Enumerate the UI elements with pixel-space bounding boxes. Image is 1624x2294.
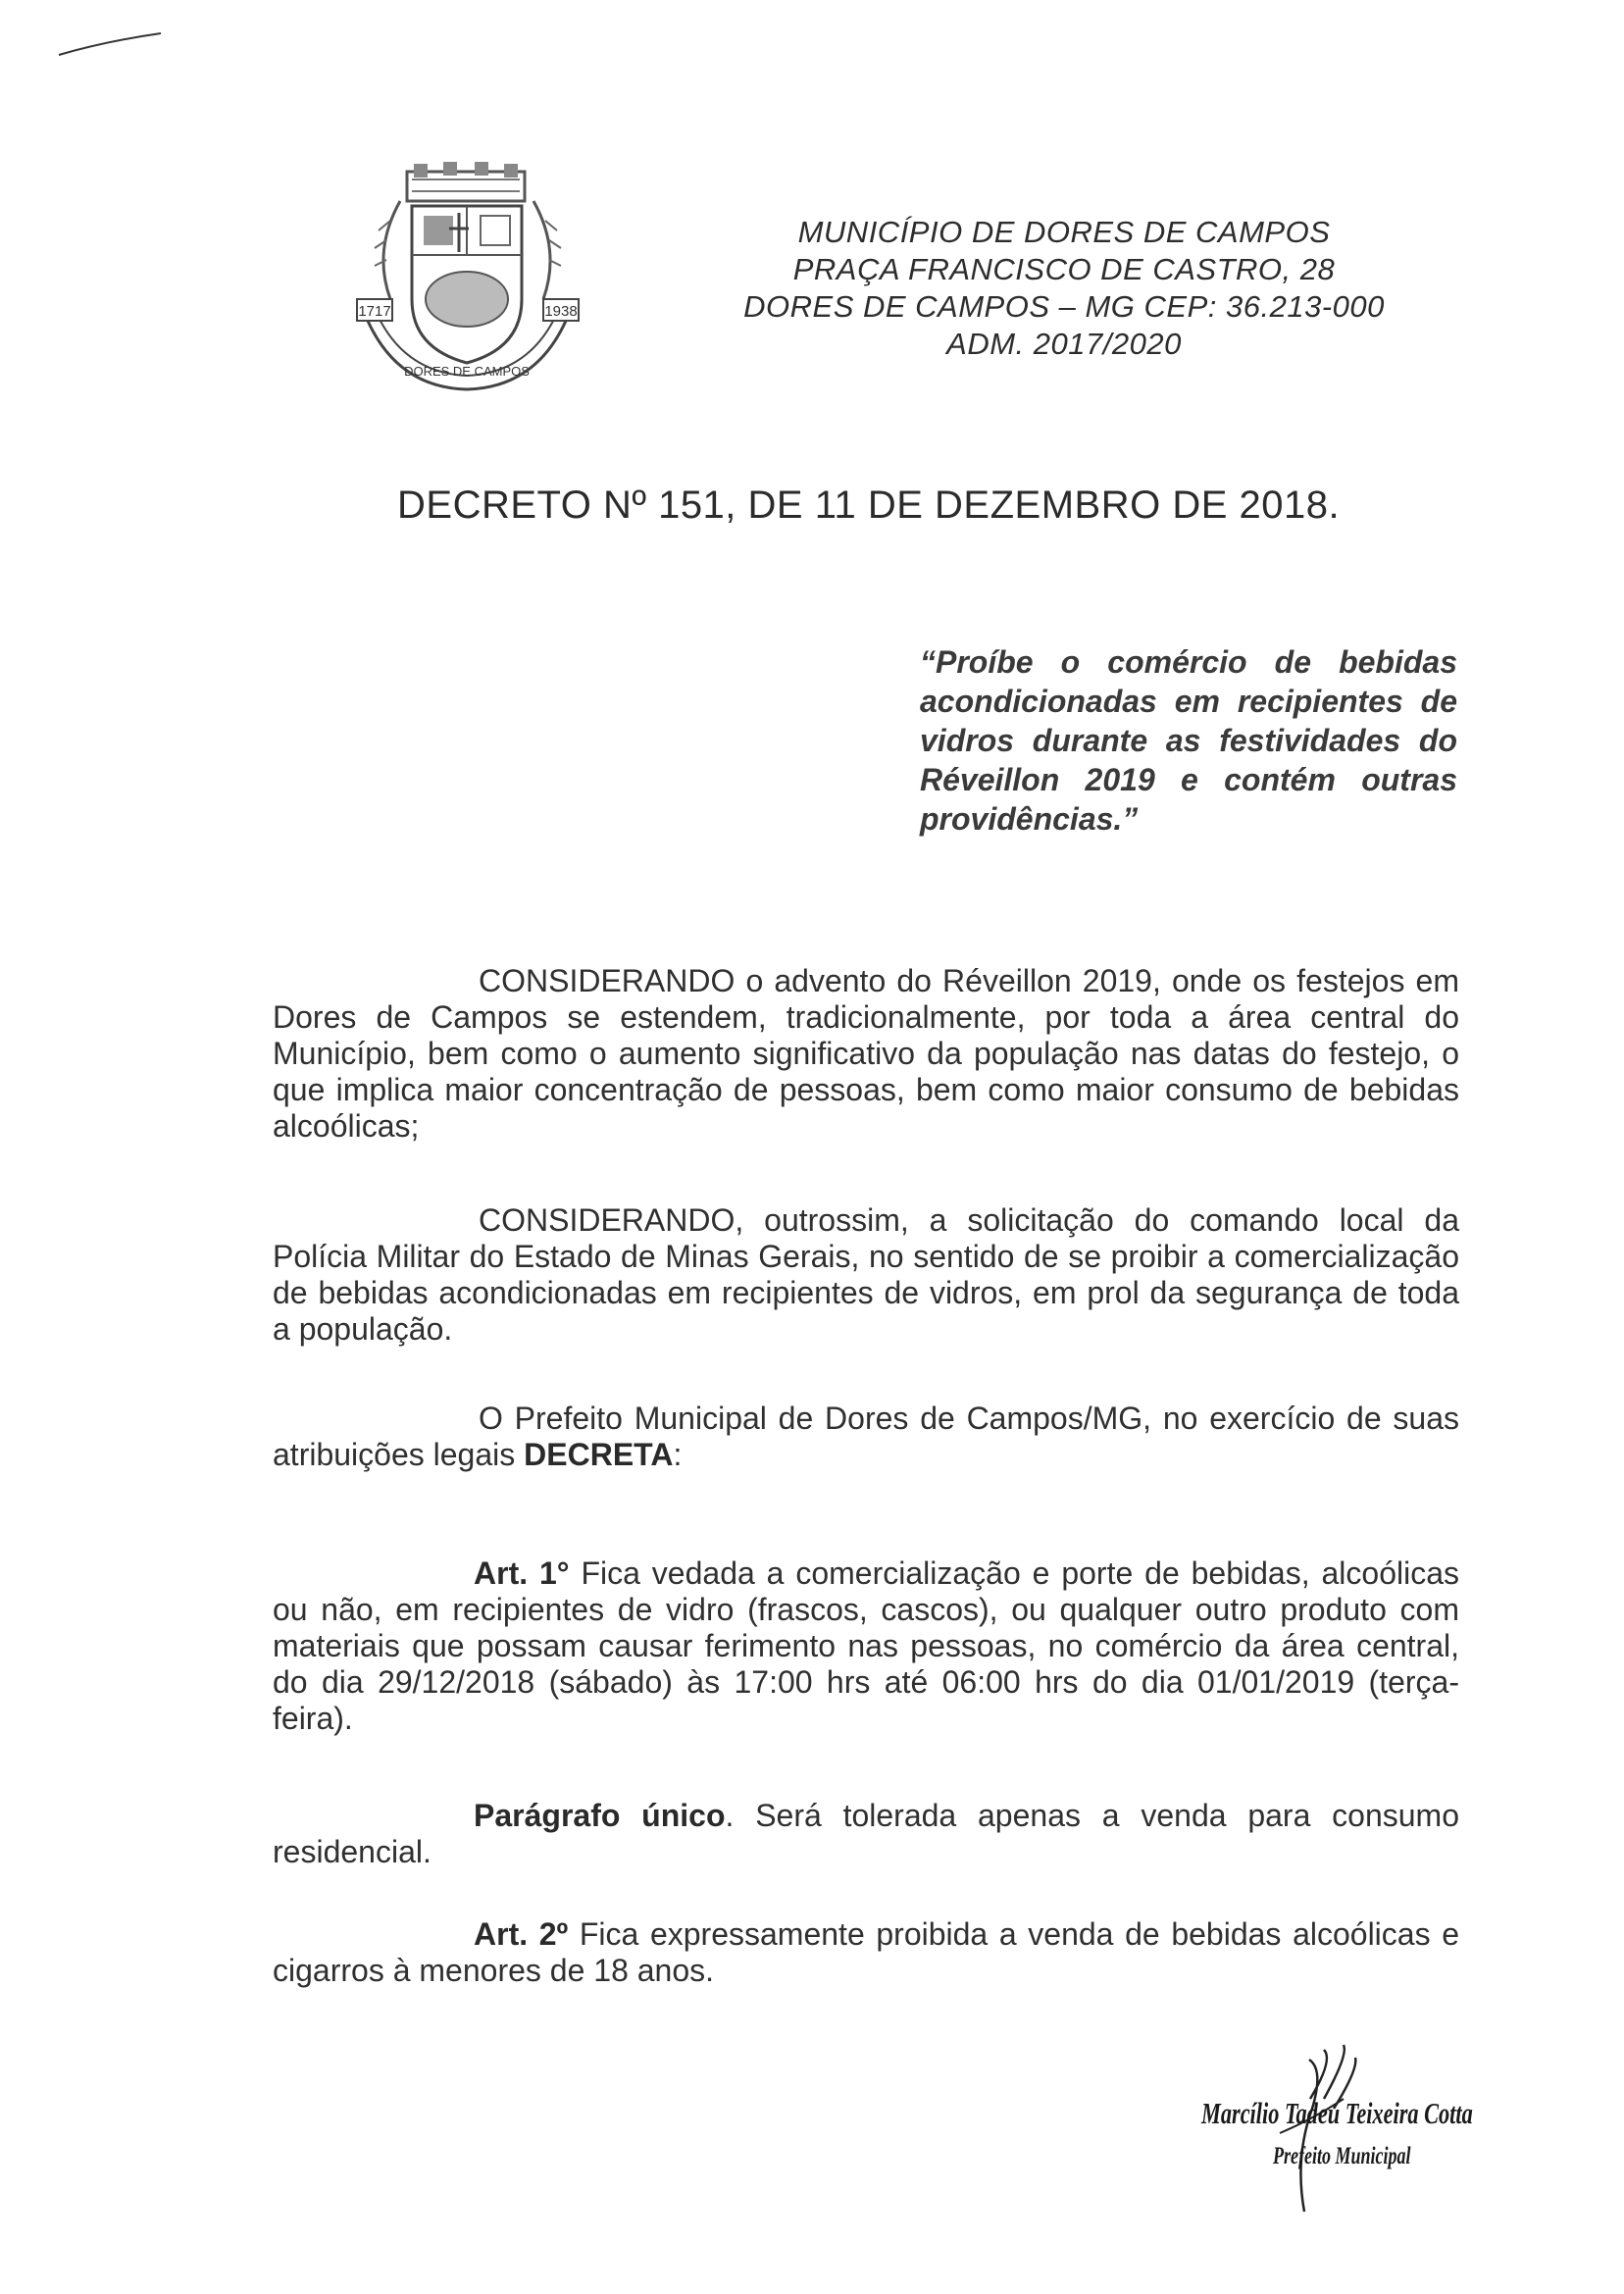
scan-mark-line <box>57 29 165 59</box>
preamble-text: O Prefeito Municipal de Dores de Campos/MG, no exercício de suas atribuições legais <box>273 1401 1459 1472</box>
signatory-role: Prefeito Municipal <box>1273 2143 1411 2169</box>
header-municipality-name: MUNICÍPIO DE DORES DE CAMPOS <box>797 215 1331 249</box>
header-address: PRAÇA FRANCISCO DE CASTRO, 28 <box>792 252 1336 286</box>
seal-ribbon-text: DORES DE CAMPOS <box>404 364 530 379</box>
considerando-2-text: CONSIDERANDO, outrossim, a solicitação do comando local da Polícia Militar do Estado de Minas Gerais, no sentido de se proibir a comercialização de bebidas acondicionadas em recipientes de vidros, em prol da segurança de toda a população. <box>273 1202 1459 1347</box>
article-1-text: Fica vedada a comercialização e porte de bebidas, alcoólicas ou não, em recipientes de vidro (frascos, cascos), ou qualquer outro produto com materiais que possam causar ferimento nas pessoas, no comércio da área central, do dia 29/12/2018 (sábado) às 17:00 hrs até 06:00 hrs do dia 01/01/2019 (terça-feira). <box>273 1555 1460 1736</box>
municipality-header <box>721 214 1407 363</box>
paragrafo-unico <box>273 1798 1459 1870</box>
paragrafo-unico-label: Parágrafo único <box>474 1798 726 1833</box>
signatory-name: Marcílio Tadeu Teixeira Cotta <box>1201 2096 1473 2130</box>
article-2 <box>273 1916 1459 1989</box>
seal-year-right: 1938 <box>544 303 578 320</box>
paragrafo-unico-text: . Será tolerada apenas a venda para consumo residencial. <box>273 1798 1460 1869</box>
considerando-1-text: CONSIDERANDO o advento do Réveillon 2019, onde os festejos em Dores de Campos se estendem, tradicionalmente, por toda a área central do Município, bem como o aumento significativo da população nas datas do festejo, o que implica maior concentração de pessoas, bem como maior consumo de bebidas alcoólicas; <box>273 963 1459 1144</box>
header-city-cep: DORES DE CAMPOS – MG CEP: 36.213-000 <box>743 289 1385 324</box>
preamble-paragraph <box>273 1401 1459 1473</box>
seal-year-left: 1717 <box>358 303 391 320</box>
article-1-label: Art. 1° <box>474 1555 570 1591</box>
municipal-seal-icon <box>353 162 584 392</box>
header-administration: ADM. 2017/2020 <box>946 327 1182 361</box>
article-1 <box>273 1555 1459 1737</box>
decree-title: DECRETO Nº 151, DE 11 DE DEZEMBRO DE 2018. <box>397 484 1341 527</box>
decreta-keyword: DECRETA <box>524 1437 674 1472</box>
article-2-text: Fica expressamente proibida a venda de bebidas alcoólicas e cigarros à menores de 18 anos. <box>273 1916 1460 1988</box>
considerando-paragraph-1 <box>273 963 1459 1145</box>
preamble-colon: : <box>673 1437 683 1472</box>
article-2-label: Art. 2º <box>474 1916 569 1952</box>
decree-summary: “Proíbe o comércio de bebidas acondicionadas em recipientes de vidros durante as festividades do Réveillon 2019 e contém outras providências.” <box>920 644 1457 837</box>
considerando-paragraph-2 <box>273 1202 1459 1348</box>
